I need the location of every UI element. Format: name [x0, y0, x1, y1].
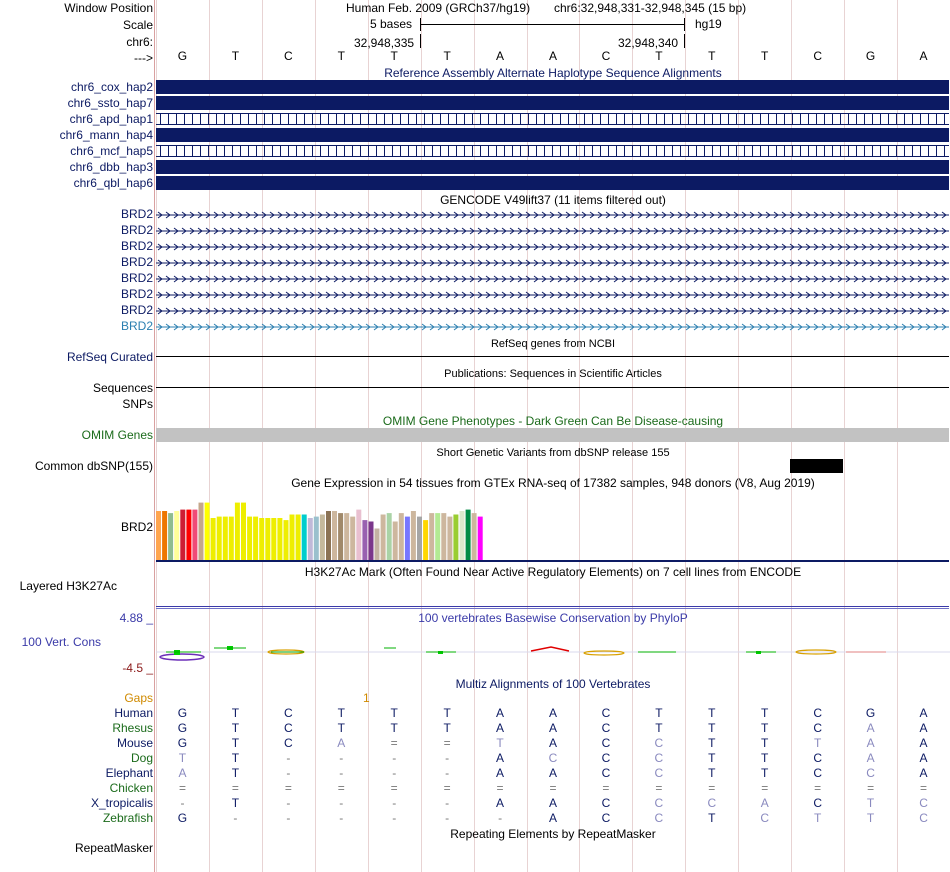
multiz-base: C [654, 751, 664, 765]
multiz-base: C [654, 736, 664, 750]
gtex-tissue-bar[interactable] [205, 503, 210, 560]
multiz-base: A [548, 736, 557, 750]
multiz-base: - [286, 751, 291, 765]
tick-label-1: 32,948,335 [354, 36, 415, 50]
sequences-label[interactable]: Sequences [92, 381, 153, 395]
gtex-tissue-bar[interactable] [253, 517, 258, 560]
base-letter: A [919, 49, 928, 63]
multiz-base: G [177, 706, 188, 720]
multiz-base: T [231, 736, 240, 750]
gaps-label[interactable]: Gaps [124, 691, 153, 705]
gtex-tissue-bar[interactable] [369, 522, 374, 561]
multiz-base: C [601, 736, 611, 750]
multiz-base: C [601, 751, 611, 765]
dbsnp-label[interactable]: Common dbSNP(155) [34, 459, 153, 473]
multiz-base: = [920, 781, 928, 795]
base-letter: T [655, 49, 663, 63]
multiz-base: T [708, 721, 716, 735]
multiz-base: T [866, 796, 875, 810]
multiz-base: = [496, 781, 504, 795]
multiz-base: C [283, 721, 293, 735]
alt-haplotype-bar[interactable] [156, 80, 949, 94]
multiz-base: T [443, 706, 451, 720]
h3k27ac-label[interactable]: Layered H3K27Ac [19, 579, 117, 593]
gap-count: 1 [363, 691, 370, 705]
multiz-base: T [496, 736, 504, 750]
multiz-base: T [761, 766, 769, 780]
multiz-base: T [708, 811, 716, 825]
gtex-tissue-bar[interactable] [478, 517, 483, 560]
base-letter: T [231, 49, 240, 63]
gtex-tissue-bar[interactable] [435, 513, 440, 560]
alt-haplotype-label[interactable]: chr6_apd_hap1 [69, 112, 153, 126]
gtex-tissue-bar[interactable] [211, 518, 216, 560]
base-letter: A [496, 49, 505, 63]
dbsnp-variant-block[interactable] [790, 459, 843, 473]
multiz-base: - [286, 796, 291, 810]
h3k27ac-line-2 [156, 608, 949, 609]
multiz-base: T [231, 721, 240, 735]
multiz-base: C [707, 796, 717, 810]
repeatmasker-label[interactable]: RepeatMasker [74, 841, 153, 855]
multiz-base: A [496, 706, 505, 720]
multiz-base: C [654, 811, 664, 825]
gtex-tissue-bar[interactable] [472, 513, 477, 560]
dbsnp-title[interactable]: Short Genetic Variants from dbSNP release 155 [436, 447, 670, 459]
refseq-label[interactable]: RefSeq Curated [66, 350, 153, 364]
gencode-transcript-label[interactable]: BRD2 [120, 255, 153, 269]
gencode-transcript-line[interactable] [156, 273, 949, 283]
omim-bar[interactable] [156, 428, 949, 442]
multiz-base: A [866, 751, 875, 765]
gtex-label[interactable]: BRD2 [120, 520, 153, 534]
gtex-tissue-bar[interactable] [277, 518, 282, 560]
base-letter: G [177, 49, 188, 63]
gtex-tissue-bar[interactable] [326, 511, 331, 560]
multiz-base: T [337, 706, 345, 720]
alt-haplotype-bar[interactable] [156, 128, 949, 142]
db-name: hg19 [695, 17, 722, 31]
scale-bar-left-cap [420, 18, 421, 31]
multiz-base: C [654, 766, 664, 780]
alt-haplotype-bar[interactable] [156, 96, 949, 110]
gtex-tissue-bar[interactable] [186, 510, 191, 560]
multiz-base: - [339, 796, 344, 810]
gtex-tissue-bar[interactable] [393, 522, 398, 561]
multiz-base: T [813, 736, 822, 750]
gtex-tissue-bar[interactable] [423, 520, 428, 560]
gtex-tissue-bar[interactable] [314, 517, 319, 560]
gtex-tissue-bar[interactable] [259, 518, 264, 560]
multiz-base: C [601, 811, 611, 825]
multiz-base: A [919, 706, 928, 720]
gencode-transcript-label[interactable]: BRD2 [120, 239, 153, 253]
snps-label[interactable]: SNPs [122, 397, 153, 411]
multiz-base: = [602, 781, 610, 795]
multiz-species-label[interactable]: Chicken [109, 781, 153, 795]
gtex-tissue-bar[interactable] [399, 513, 404, 560]
gencode-transcript-line[interactable] [156, 305, 949, 315]
multiz-base: - [445, 766, 450, 780]
gencode-transcript-line[interactable] [156, 241, 949, 251]
base-letter: A [548, 49, 557, 63]
gtex-tissue-bar[interactable] [460, 511, 465, 560]
multiz-base: T [866, 811, 875, 825]
omim-label[interactable]: OMIM Genes [81, 428, 153, 442]
multiz-base: T [708, 751, 716, 765]
multiz-base: T [761, 736, 769, 750]
alt-haplotype-bar[interactable] [156, 176, 949, 190]
multiz-base: T [231, 766, 240, 780]
gtex-tissue-bar[interactable] [356, 510, 361, 560]
alt-haplotype-label[interactable]: chr6_dbb_hap3 [69, 160, 153, 174]
multiz-base: A [919, 766, 928, 780]
multiz-base: - [445, 796, 450, 810]
gtex-tissue-bar[interactable] [199, 503, 204, 560]
multiz-base: C [813, 766, 822, 780]
phylop-title[interactable]: 100 vertebrates Basewise Conservation by PhyloP [418, 611, 688, 625]
gencode-transcript-line[interactable] [156, 257, 949, 267]
multiz-base: = [443, 736, 451, 750]
gtex-tissue-bar[interactable] [168, 513, 173, 560]
multiz-base: T [708, 706, 716, 720]
gtex-tissue-bar[interactable] [174, 511, 179, 560]
window-position-label: Window Position [64, 1, 153, 15]
base-letter: G [865, 49, 876, 63]
gtex-tissue-bar[interactable] [192, 510, 197, 560]
multiz-base: C [283, 736, 293, 750]
gtex-tissue-bar[interactable] [156, 511, 161, 560]
assembly-name: Human Feb. 2009 (GRCh37/hg19) [346, 1, 531, 15]
gtex-tissue-bar[interactable] [453, 515, 458, 561]
multiz-base: T [655, 706, 663, 720]
multiz-base: C [601, 706, 611, 720]
multiz-base: = [549, 781, 557, 795]
multiz-base: T [231, 706, 240, 720]
gtex-tissue-bar[interactable] [362, 520, 367, 560]
gencode-title[interactable]: GENCODE V49lift37 (11 items filtered out) [440, 193, 666, 207]
gencode-transcript-label[interactable]: BRD2 [120, 223, 153, 237]
multiz-base: - [339, 766, 344, 780]
multiz-base: - [445, 811, 450, 825]
multiz-base: A [496, 721, 505, 735]
gtex-tissue-bar[interactable] [223, 517, 228, 560]
multiz-base: C [919, 796, 928, 810]
alt-haplotype-bar[interactable] [156, 113, 949, 125]
left-border [154, 0, 155, 872]
multiz-base: - [233, 811, 238, 825]
multiz-base: T [337, 721, 345, 735]
scale-text: 5 bases [370, 17, 413, 31]
multiz-base: A [866, 736, 875, 750]
strand-label: ---> [134, 51, 153, 65]
gtex-tissue-bar[interactable] [447, 517, 452, 560]
gencode-transcript-label[interactable]: BRD2 [120, 207, 153, 221]
gtex-tissue-bar[interactable] [320, 515, 325, 561]
multiz-species-label[interactable]: Zebrafish [102, 811, 153, 825]
alt-haplotype-label[interactable]: chr6_mann_hap4 [59, 128, 153, 142]
multiz-base: G [177, 721, 188, 735]
scale-bar [420, 24, 685, 25]
multiz-base: C [813, 706, 822, 720]
gtex-tissue-bar[interactable] [405, 517, 410, 560]
multiz-base: T [813, 811, 822, 825]
multiz-base: - [339, 811, 344, 825]
gencode-transcript-line[interactable] [156, 289, 949, 299]
multiz-base: T [761, 706, 769, 720]
multiz-base: A [178, 766, 187, 780]
multiz-base: T [708, 766, 716, 780]
gtex-tissue-bar[interactable] [387, 513, 392, 560]
position-readout[interactable]: chr6:32,948,331-32,948,345 (15 bp) [554, 1, 747, 15]
multiz-base: A [496, 766, 505, 780]
multiz-base: T [761, 751, 769, 765]
multiz-base: - [339, 751, 344, 765]
scale-label: Scale [122, 18, 153, 32]
alt-haplotype-label[interactable]: chr6_cox_hap2 [70, 80, 153, 94]
gtex-tissue-bar[interactable] [308, 518, 313, 560]
gtex-tissue-bar[interactable] [302, 515, 307, 561]
gtex-tissue-bar[interactable] [381, 515, 386, 561]
multiz-base: C [601, 766, 611, 780]
base-letter: T [761, 49, 769, 63]
h3k27ac-line [156, 606, 949, 607]
multiz-base: A [496, 751, 505, 765]
multiz-base: T [708, 736, 716, 750]
gtex-tissue-bar[interactable] [429, 513, 434, 560]
alt-haplotype-label[interactable]: chr6_mcf_hap5 [70, 144, 153, 158]
multiz-species-label[interactable]: Mouse [116, 736, 153, 750]
omim-title[interactable]: OMIM Gene Phenotypes - Dark Green Can Be Disease-causing [382, 414, 724, 428]
multiz-base: = [708, 781, 716, 795]
multiz-base: - [445, 751, 450, 765]
multiz-base: A [919, 751, 928, 765]
tick-label-2: 32,948,340 [618, 36, 679, 50]
multiz-base: G [865, 706, 876, 720]
multiz-base: = [443, 781, 451, 795]
multiz-base: T [231, 796, 240, 810]
multiz-base: A [919, 721, 928, 735]
multiz-base: C [601, 721, 611, 735]
multiz-base: A [866, 721, 875, 735]
gtex-tissue-bar[interactable] [338, 513, 343, 560]
alt-haplotype-label[interactable]: chr6_ssto_hap7 [67, 96, 153, 110]
multiz-base: T [178, 751, 187, 765]
multiz-base: C [813, 796, 822, 810]
gtex-tissue-bar[interactable] [441, 513, 446, 560]
tick-mark-1 [420, 34, 421, 48]
gtex-tissue-bar[interactable] [271, 518, 276, 560]
phylop-max: 4.88 _ [119, 611, 153, 625]
refseq-line [156, 356, 949, 357]
gtex-tissue-bar[interactable] [290, 515, 295, 561]
multiz-base: C [813, 751, 822, 765]
multiz-species-label[interactable]: Rhesus [112, 721, 153, 735]
alt-haplotype-label[interactable]: chr6_qbl_hap6 [73, 176, 153, 190]
gtex-tissue-bar[interactable] [411, 511, 416, 560]
multiz-species-label[interactable]: Elephant [105, 766, 153, 780]
gencode-transcript-label[interactable]: BRD2 [120, 303, 153, 317]
multiz-base: T [443, 721, 451, 735]
multiz-base: = [761, 781, 769, 795]
gtex-tissue-bar[interactable] [296, 515, 301, 561]
multiz-base: A [760, 796, 769, 810]
multiz-species-label[interactable]: X_tropicalis [90, 796, 153, 810]
chrom-label: chr6: [126, 35, 153, 49]
multiz-base: = [178, 781, 186, 795]
multiz-base: T [231, 751, 240, 765]
publications-line [156, 387, 949, 388]
multiz-base: - [498, 811, 503, 825]
base-letter: T [708, 49, 716, 63]
multiz-base: C [548, 751, 558, 765]
multiz-base: A [548, 766, 557, 780]
multiz-base: = [284, 781, 292, 795]
multiz-species-label[interactable]: Human [114, 706, 153, 720]
gencode-transcript-line[interactable] [156, 209, 949, 219]
multiz-base: C [601, 796, 611, 810]
multiz-species-label[interactable]: Dog [130, 751, 153, 765]
multiz-base: A [548, 721, 557, 735]
gencode-transcript-label[interactable]: BRD2 [120, 271, 153, 285]
repeatmasker-title[interactable]: Repeating Elements by RepeatMasker [450, 827, 656, 841]
base-letter: T [337, 49, 345, 63]
multiz-base: - [392, 796, 397, 810]
multiz-base: C [283, 706, 293, 720]
multiz-base: = [231, 781, 239, 795]
gtex-baseline [156, 560, 949, 562]
multiz-base: C [813, 721, 822, 735]
gtex-tissue-bar[interactable] [162, 511, 167, 560]
gtex-tissue-bar[interactable] [229, 517, 234, 560]
gtex-tissue-bar[interactable] [235, 503, 240, 560]
multiz-base: = [390, 781, 398, 795]
gtex-tissue-bar[interactable] [265, 518, 270, 560]
base-letter: C [283, 49, 293, 63]
multiz-base: A [496, 796, 505, 810]
multiz-base: T [390, 706, 398, 720]
gtex-tissue-bar[interactable] [417, 517, 422, 560]
multiz-base: A [337, 736, 346, 750]
multiz-base: T [655, 721, 663, 735]
base-letter: T [390, 49, 398, 63]
gtex-tissue-bar[interactable] [375, 529, 380, 561]
gtex-tissue-bar[interactable] [344, 513, 349, 560]
multiz-base: C [919, 811, 928, 825]
refseq-title[interactable]: RefSeq genes from NCBI [490, 338, 616, 350]
multiz-base: C [654, 796, 664, 810]
gtex-bars[interactable] [156, 490, 556, 562]
gencode-transcript-line[interactable] [156, 321, 949, 331]
alt-haplotypes-title[interactable]: Reference Assembly Alternate Haplotype Sequence Alignments [384, 66, 722, 80]
gtex-tissue-bar[interactable] [180, 510, 185, 560]
h3k27ac-title[interactable]: H3K27Ac Mark (Often Found Near Active Regulatory Elements) on 7 cell lines from ENCODE [304, 565, 802, 579]
gtex-tissue-bar[interactable] [332, 511, 337, 560]
multiz-base: A [548, 796, 557, 810]
base-letter: C [601, 49, 611, 63]
multiz-base: T [761, 721, 769, 735]
tick-mark-2 [684, 34, 685, 48]
multiz-base: A [548, 811, 557, 825]
multiz-base: A [919, 736, 928, 750]
multiz-base: - [392, 811, 397, 825]
multiz-base: G [177, 811, 188, 825]
multiz-base: = [337, 781, 345, 795]
multiz-base: C [760, 811, 770, 825]
phylop-label[interactable]: 100 Vert. Cons [21, 635, 101, 649]
base-letter: C [813, 49, 822, 63]
multiz-base: = [814, 781, 822, 795]
multiz-base: - [286, 811, 291, 825]
gtex-tissue-bar[interactable] [217, 517, 222, 560]
gencode-transcript-line[interactable] [156, 225, 949, 235]
multiz-base: A [548, 706, 557, 720]
multiz-base: - [286, 766, 291, 780]
multiz-base: - [392, 751, 397, 765]
multiz-base: C [866, 766, 875, 780]
phylop-min: -4.5 _ [122, 661, 153, 675]
multiz-base: G [177, 736, 188, 750]
gtex-tissue-bar[interactable] [350, 517, 355, 560]
gtex-title[interactable]: Gene Expression in 54 tissues from GTEx RNA-seq of 17382 samples, 948 donors (V8, Aug 2019) [291, 476, 815, 490]
alt-haplotype-bar[interactable] [156, 160, 949, 174]
multiz-title[interactable]: Multiz Alignments of 100 Vertebrates [455, 677, 651, 691]
multiz-base: T [390, 721, 398, 735]
base-letter: T [443, 49, 451, 63]
scale-bar-right-cap [684, 18, 685, 31]
gencode-transcript-label[interactable]: BRD2 [120, 287, 153, 301]
publications-title[interactable]: Publications: Sequences in Scientific Articles [444, 368, 662, 380]
multiz-base: - [180, 796, 185, 810]
gtex-tissue-bar[interactable] [247, 517, 252, 560]
alt-haplotype-bar[interactable] [156, 145, 949, 157]
multiz-base: - [392, 766, 397, 780]
multiz-base: = [655, 781, 663, 795]
gtex-tissue-bar[interactable] [284, 520, 289, 560]
multiz-base: = [867, 781, 875, 795]
multiz-base: = [390, 736, 398, 750]
gtex-tissue-bar[interactable] [241, 503, 246, 560]
gencode-transcript-label[interactable]: BRD2 [120, 319, 153, 333]
gtex-tissue-bar[interactable] [466, 510, 471, 560]
phylop-wiggle[interactable] [156, 638, 950, 668]
